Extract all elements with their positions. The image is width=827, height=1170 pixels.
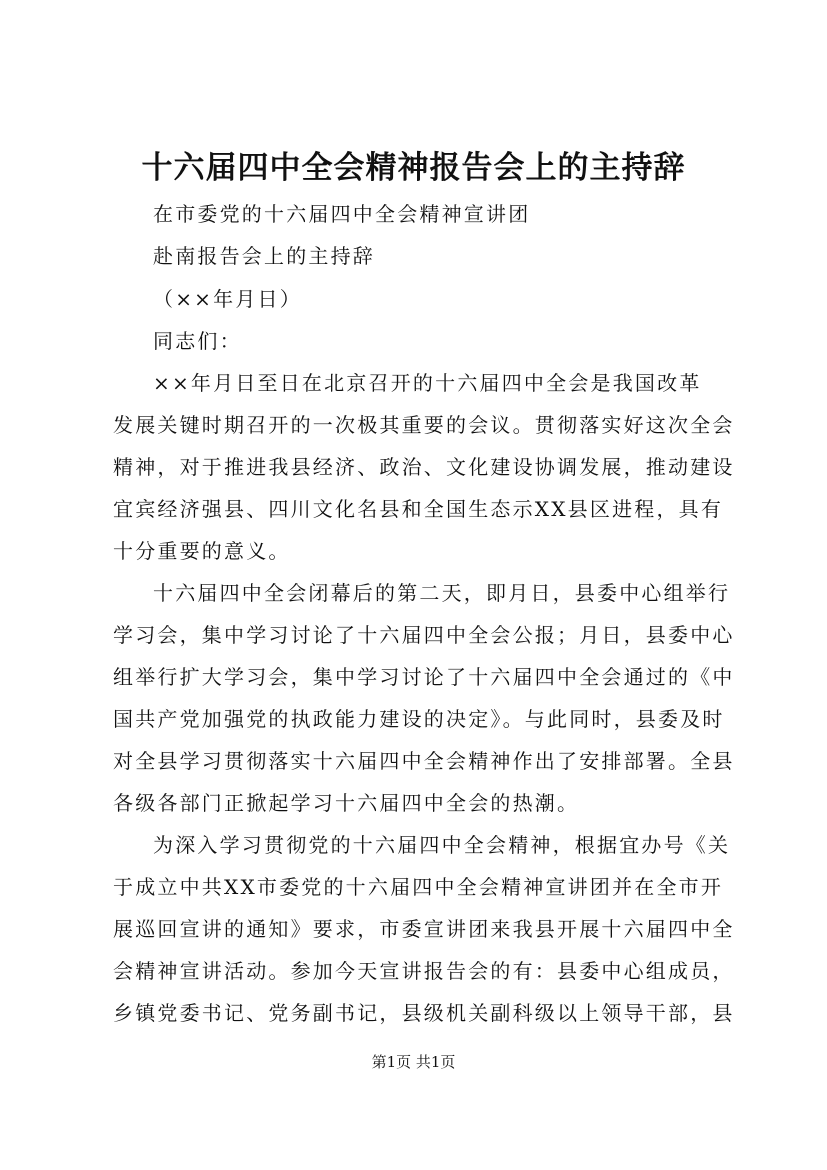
paragraph-line: 乡镇党委书记、党务副书记，县级机关副科级以上领导干部，县 bbox=[113, 1001, 735, 1025]
paragraph-line: 学习会，集中学习讨论了十六届四中全会公报；月日，县委中心 bbox=[113, 623, 735, 647]
paragraph-line: 国共产党加强党的执政能力建设的决定》。与此同时，县委及时 bbox=[113, 707, 725, 731]
paragraph-line: 十六届四中全会闭幕后的第二天，即月日，县委中心组举行 bbox=[153, 581, 731, 605]
paragraph-line: 会精神宣讲活动。参加今天宣讲报告会的有：县委中心组成员， bbox=[113, 959, 735, 983]
paragraph-line: 于成立中共XX市委党的十六届四中全会精神宣讲团并在全市开 bbox=[113, 875, 724, 899]
paragraph-line: 展巡回宣讲的通知》要求，市委宣讲团来我县开展十六届四中全 bbox=[113, 917, 735, 941]
paragraph-line: 发展关键时期召开的一次极其重要的会议。贯彻落实好这次全会 bbox=[113, 413, 735, 437]
subtitle-line: 赴南报告会上的主持辞 bbox=[153, 244, 375, 268]
paragraph-line: 宜宾经济强县、四川文化名县和全国生态示XX县区进程，具有 bbox=[113, 497, 724, 521]
page-footer: 第1页 共1页 bbox=[371, 1053, 456, 1071]
subtitle-line: 在市委党的十六届四中全会精神宣讲团 bbox=[153, 202, 531, 226]
paragraph-line: 精神，对于推进我县经济、政治、文化建设协调发展，推动建设 bbox=[113, 455, 735, 479]
paragraph-line: 对全县学习贯彻落实十六届四中全会精神作出了安排部署。全县 bbox=[113, 749, 735, 773]
paragraph-line: 十分重要的意义。 bbox=[113, 539, 291, 563]
paragraph-line: 组举行扩大学习会，集中学习讨论了十六届四中全会通过的《中 bbox=[113, 665, 735, 689]
paragraph-line: ××年月日至日在北京召开的十六届四中全会是我国改革 bbox=[153, 371, 702, 395]
salutation: 同志们： bbox=[153, 329, 242, 353]
document-title: 十六届四中全会精神报告会上的主持辞 bbox=[141, 150, 686, 186]
paragraph-line: 为深入学习贯彻党的十六届四中全会精神，根据宜办号《关 bbox=[153, 833, 731, 857]
paragraph-line: 各级各部门正掀起学习十六届四中全会的热潮。 bbox=[113, 791, 580, 815]
date-line: （××年月日） bbox=[153, 287, 302, 311]
